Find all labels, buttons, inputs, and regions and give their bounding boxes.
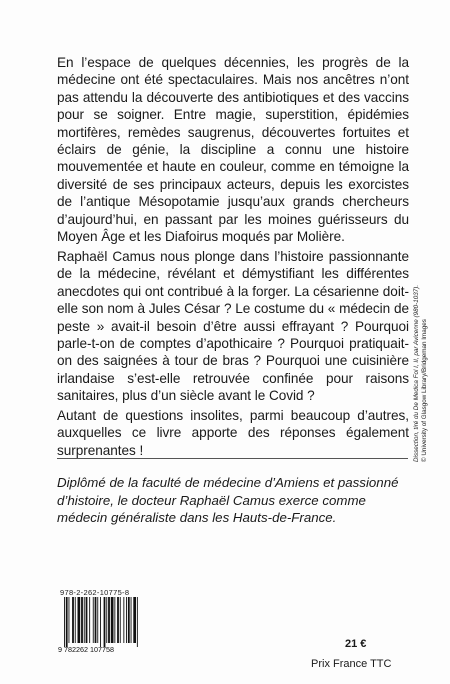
price-label: Prix France TTC [311, 658, 392, 670]
isbn-label: 978-2-262-10775-8 [60, 588, 130, 597]
paragraph-anecdotes: Raphaël Camus nous plonge dans l’histoire passionnante de la médecine, révélant et démystifiant les différentes anecdotes qui ont contribué à la forger. La césarienne doit-elle son nom à Jules César ? Le costume du « médecin de peste » avait-il besoin d’être aussi effrayant ? Pourquoi parle-t-on de comptes d’apothicaire ? Pourquoi pratiquait-on des saignées à tour de bras ? Pourquoi une cuisinière irlandaise s’est-elle retrouvée confinée pour raisons sanitaires, plus d’un siècle avant le Covid ? [57, 249, 409, 404]
image-credit [413, 262, 428, 462]
author-bio: Diplômé de la faculté de médecine d’Amiens et passionné d’histoire, le docteur Raphaël Camus exerce comme médecin généraliste dans les Hauts-de-France. [57, 475, 399, 526]
credit-line-2: © University of Glasgow Library/Bridgeman Images [420, 319, 428, 462]
price: 21 € [345, 638, 367, 650]
paragraph-conclusion: Autant de questions insolites, parmi beaucoup d’autres, auxquelles ce livre apporte des réponses également surprenantes ! [57, 408, 409, 458]
section-divider [57, 458, 408, 459]
paragraph-intro: En l’espace de quelques décennies, les progrès de la médecine ont été spectaculaires. Mais nos ancêtres n’ont pas attendu la découverte des antibiotiques et des vaccins pour se soigner. Entre magie, superstition, épidémies mortifères, remèdes saugrenus, découvertes fortuites et éclairs de génie, la discipline a connu une histoire mouvementée et haute en couleur, comme en témoigne la diversité de ses principaux acteurs, depuis les exorcistes de l’antique Mésopotamie jusqu’aux grands chercheurs d’aujourd’hui, en passant par les moines guérisseurs du Moyen Âge et les Diafoirus moqués par Molière. [57, 55, 409, 245]
barcode-digits: 9 782262 107758 [58, 645, 114, 653]
barcode-icon [58, 597, 154, 653]
credit-line-1: Dissection, tiré du De Medica Fol I, II, par Avicenne (980-1037). [413, 284, 420, 462]
